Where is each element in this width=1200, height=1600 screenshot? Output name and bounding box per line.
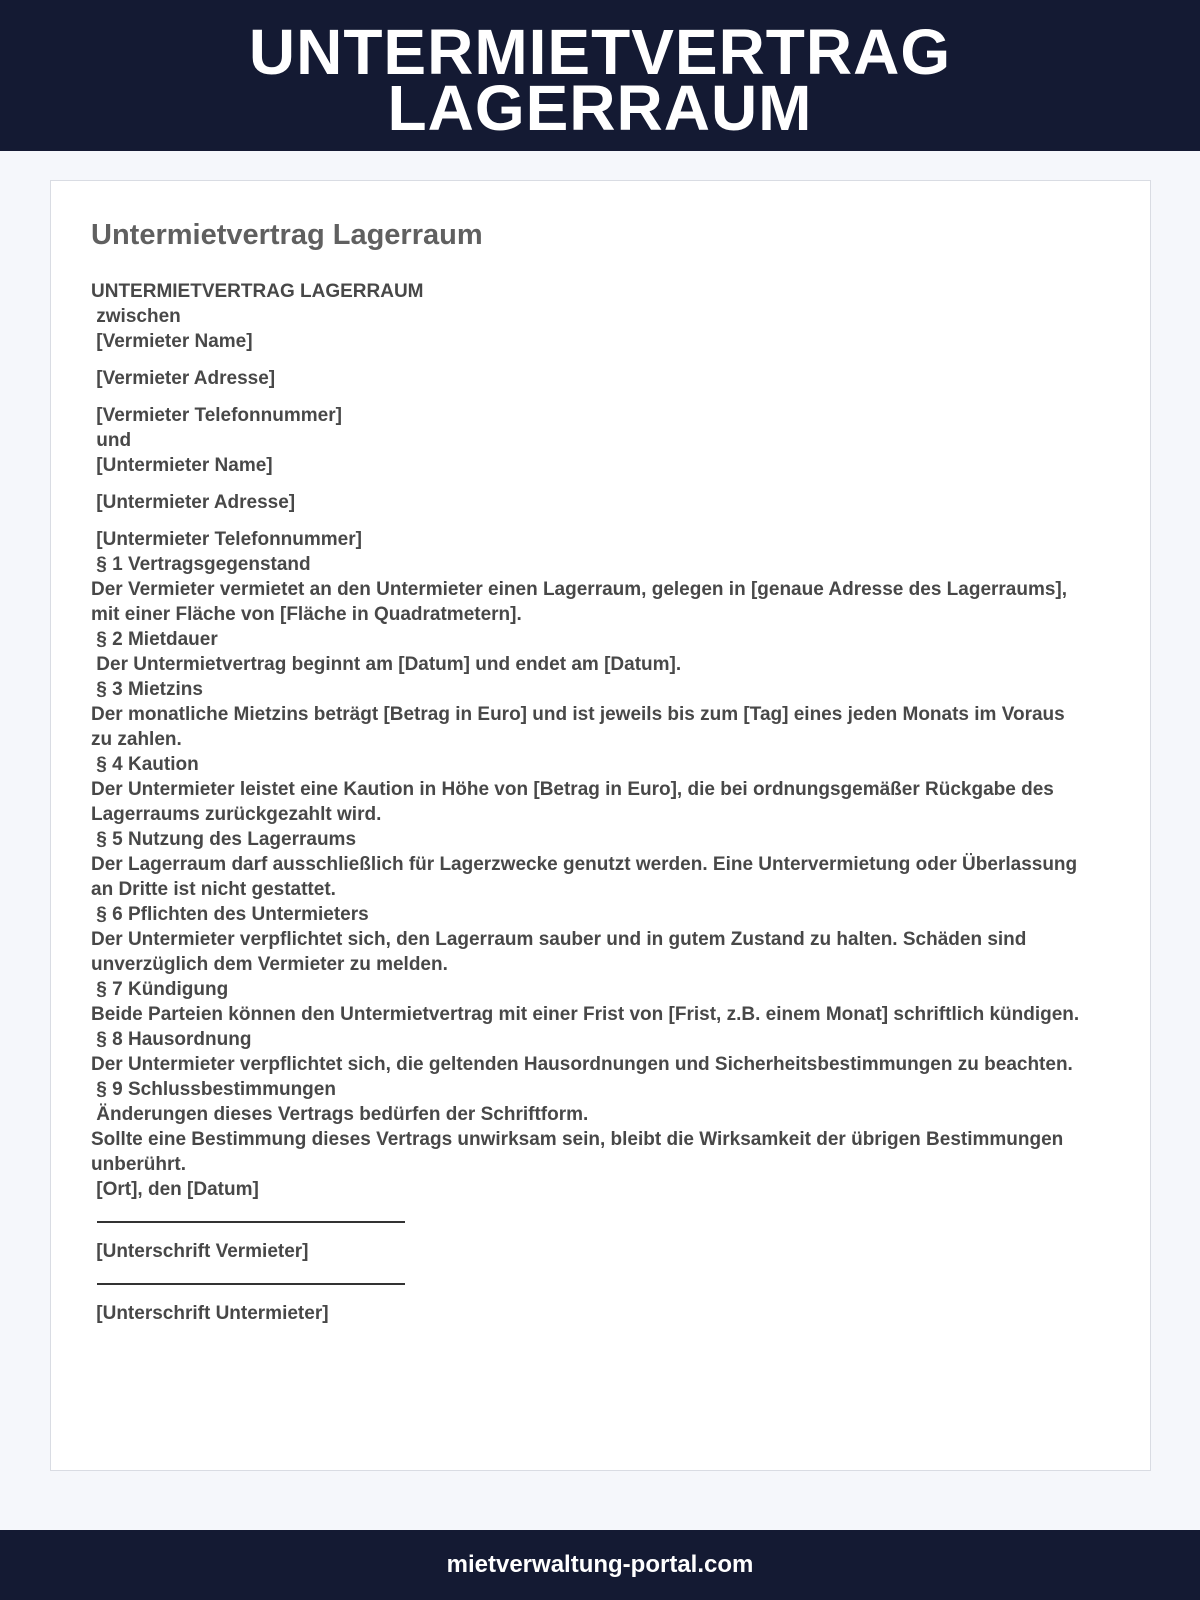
tenant-phone: [Untermieter Telefonnummer] — [91, 529, 362, 550]
banner-title-line-1: UNTERMIETVERTRAG — [248, 15, 952, 88]
section-text: Der Untermieter verpflichtet sich, den Lagerraum sauber und in gutem Zustand zu halten. Schäden sind unverzüglich dem Vermieter zu melden. — [91, 929, 1027, 975]
signature-tenant-label: [Unterschrift Untermieter] — [91, 1303, 329, 1324]
tenant-address: [Untermieter Adresse] — [91, 492, 296, 513]
between-label: zwischen — [91, 306, 181, 327]
section-heading: § 4 Kaution — [91, 754, 199, 775]
section-heading: § 1 Vertragsgegenstand — [91, 554, 311, 575]
signature-line-tenant — [97, 1283, 405, 1285]
signature-line-landlord — [97, 1221, 405, 1223]
section-heading: § 5 Nutzung des Lagerraums — [91, 829, 357, 850]
section-heading: § 2 Mietdauer — [91, 629, 218, 650]
landlord-name: [Vermieter Name] — [91, 331, 253, 352]
section-heading: § 9 Schlussbestimmungen — [91, 1079, 336, 1100]
section-text: Der Lagerraum darf ausschließlich für Lagerzwecke genutzt werden. Eine Untervermietung oder Überlassung an Dritte ist nicht gestattet. — [91, 854, 1078, 900]
section-heading: § 8 Hausordnung — [91, 1029, 252, 1050]
closing-text: Sollte eine Bestimmung dieses Vertrags unwirksam sein, bleibt die Wirksamkeit der übrigen Bestimmungen unberührt. — [91, 1129, 1064, 1175]
landlord-address: [Vermieter Adresse] — [91, 368, 276, 389]
section-text: Der Untermietvertrag beginnt am [Datum] und endet am [Datum]. — [91, 654, 682, 675]
section-text: Der monatliche Mietzins beträgt [Betrag in Euro] und ist jeweils bis zum [Tag] eines jeden Monats im Voraus zu zahlen. — [91, 704, 1065, 750]
section-text: Der Untermieter verpflichtet sich, die geltenden Hausordnungen und Sicherheitsbestimmungen zu beachten. — [91, 1054, 1073, 1075]
document-title: Untermietvertrag Lagerraum — [91, 219, 483, 251]
section-text: Änderungen dieses Vertrags bedürfen der Schriftform. — [91, 1104, 589, 1125]
contract-heading: UNTERMIETVERTRAG LAGERRAUM — [91, 281, 424, 302]
header-banner — [0, 0, 1200, 151]
and-label: und — [91, 430, 132, 451]
signature-landlord-label: [Unterschrift Vermieter] — [91, 1241, 309, 1262]
section-text: Der Untermieter leistet eine Kaution in Höhe von [Betrag in Euro], die bei ordnungsgemäßer Rückgabe des Lagerraums zurückgezahlt wird. — [91, 779, 1054, 825]
document-body — [91, 279, 1091, 1326]
banner-title-line-2: LAGERRAUM — [387, 71, 813, 144]
place-date: [Ort], den [Datum] — [91, 1179, 259, 1200]
section-text: Beide Parteien können den Untermietvertrag mit einer Frist von [Frist, z.B. einem Monat] schriftlich kündigen. — [91, 1004, 1080, 1025]
tenant-name: [Untermieter Name] — [91, 455, 273, 476]
footer-site-link[interactable]: mietverwaltung-portal.com — [446, 1551, 754, 1578]
section-heading: § 3 Mietzins — [91, 679, 203, 700]
section-heading: § 7 Kündigung — [91, 979, 229, 1000]
footer-bar — [0, 1530, 1200, 1600]
document-card — [50, 180, 1151, 1471]
section-heading: § 6 Pflichten des Untermieters — [91, 904, 369, 925]
landlord-phone: [Vermieter Telefonnummer] — [91, 405, 342, 426]
section-text: Der Vermieter vermietet an den Untermieter einen Lagerraum, gelegen in [genaue Adresse des Lagerraums], mit einer Fläche von [Fläche in Quadratmetern]. — [91, 579, 1068, 625]
